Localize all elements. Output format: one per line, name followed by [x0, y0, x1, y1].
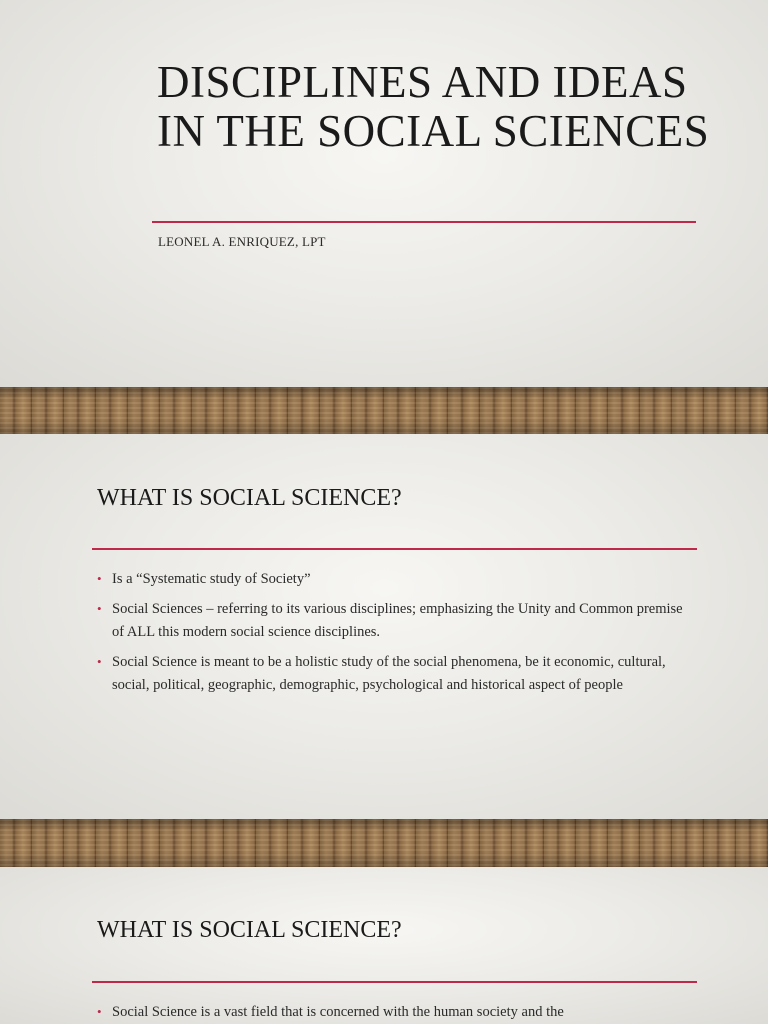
heading-divider [92, 548, 697, 550]
wood-floor-divider [0, 387, 768, 434]
bullet-icon: • [97, 571, 102, 586]
bullet-text: Is a “Systematic study of Society” [112, 571, 311, 587]
list-item [97, 1001, 697, 1024]
bullet-text: Social Science is a vast field that is concerned with the human society and the [112, 1004, 564, 1020]
bullet-text: Social Science is meant to be a holistic study of the social phenomena, be it economic, cultural, social, political, geographic, demographic, psychological and historical aspect of people [112, 654, 666, 693]
bullet-list [97, 1001, 697, 1024]
slide-title: DISCIPLINES AND IDEAS IN THE SOCIAL SCIENCES [157, 57, 710, 156]
bullet-list [97, 568, 697, 704]
bullet-icon: • [97, 1004, 102, 1019]
list-item [97, 568, 697, 591]
content-slide [0, 434, 768, 819]
bullet-icon: • [97, 601, 102, 616]
title-slide [0, 0, 768, 387]
bullet-text: Social Sciences – referring to its various disciplines; emphasizing the Unity and Common premise of ALL this modern social science disciplines. [112, 601, 683, 640]
slide-heading: WHAT IS SOCIAL SCIENCE? [97, 485, 402, 511]
content-slide [0, 867, 768, 1024]
wood-floor-divider [0, 819, 768, 867]
slide-subtitle: LEONEL A. ENRIQUEZ, LPT [158, 234, 326, 249]
title-divider [152, 221, 696, 223]
list-item [97, 651, 697, 697]
heading-divider [92, 981, 697, 983]
list-item [97, 598, 697, 644]
slide-heading: WHAT IS SOCIAL SCIENCE? [97, 917, 402, 943]
bullet-icon: • [97, 654, 102, 669]
